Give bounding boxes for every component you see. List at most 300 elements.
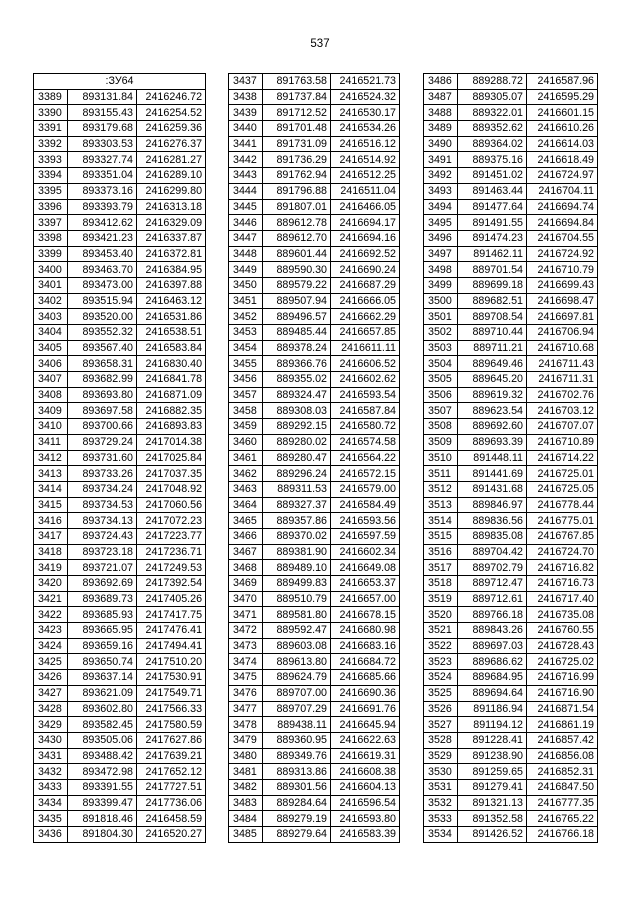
point-number: 3481: [229, 764, 263, 780]
x-coordinate: 889308.03: [263, 403, 331, 419]
y-coordinate: 2416725.02: [527, 654, 598, 670]
table-row: [229, 764, 400, 780]
table-row: [424, 560, 598, 576]
point-number: 3509: [424, 434, 458, 450]
table-row: [424, 764, 598, 780]
table-row: [34, 732, 206, 748]
point-number: 3492: [424, 168, 458, 184]
x-coordinate: 889288.72: [458, 74, 527, 90]
point-number: 3507: [424, 403, 458, 419]
table-row: [229, 685, 400, 701]
y-coordinate: 2416610.26: [527, 121, 598, 137]
x-coordinate: 889311.53: [263, 481, 331, 497]
point-number: 3521: [424, 623, 458, 639]
y-coordinate: 2416710.79: [527, 262, 598, 278]
point-number: 3498: [424, 262, 458, 278]
x-coordinate: 893724.43: [68, 528, 137, 544]
y-coordinate: 2416595.29: [527, 89, 598, 105]
y-coordinate: 2416767.85: [527, 528, 598, 544]
y-coordinate: 2416724.92: [527, 246, 598, 262]
table-row: [424, 434, 598, 450]
table-row: [34, 434, 206, 450]
point-number: 3494: [424, 199, 458, 215]
point-number: 3511: [424, 466, 458, 482]
y-coordinate: 2416466.05: [331, 199, 400, 215]
point-number: 3425: [34, 654, 68, 670]
y-coordinate: 2416694.17: [331, 215, 400, 231]
point-number: 3457: [229, 387, 263, 403]
point-number: 3518: [424, 576, 458, 592]
point-number: 3390: [34, 105, 68, 121]
x-coordinate: 889612.70: [263, 230, 331, 246]
x-coordinate: 891462.11: [458, 246, 527, 262]
x-coordinate: 889645.20: [458, 372, 527, 388]
x-coordinate: 893734.24: [68, 481, 137, 497]
y-coordinate: 2416704.55: [527, 230, 598, 246]
table-row: [424, 215, 598, 231]
point-number: 3415: [34, 497, 68, 513]
y-coordinate: 2416871.54: [527, 701, 598, 717]
y-coordinate: 2416706.94: [527, 325, 598, 341]
point-number: 3402: [34, 293, 68, 309]
x-coordinate: 889360.95: [263, 732, 331, 748]
y-coordinate: 2416601.15: [527, 105, 598, 121]
table-row: [229, 325, 400, 341]
y-coordinate: 2416716.82: [527, 560, 598, 576]
table-row: [229, 372, 400, 388]
point-number: 3458: [229, 403, 263, 419]
x-coordinate: 889684.95: [458, 670, 527, 686]
y-coordinate: 2416697.81: [527, 309, 598, 325]
table-row: [424, 748, 598, 764]
table-header-row: [34, 74, 206, 90]
y-coordinate: 2416724.97: [527, 168, 598, 184]
y-coordinate: 2416531.86: [137, 309, 206, 325]
x-coordinate: 889352.62: [458, 121, 527, 137]
x-coordinate: 889284.64: [263, 795, 331, 811]
x-coordinate: 889704.42: [458, 544, 527, 560]
table-row: [229, 121, 400, 137]
point-number: 3468: [229, 560, 263, 576]
y-coordinate: 2416760.55: [527, 623, 598, 639]
x-coordinate: 891763.58: [263, 74, 331, 90]
table-row: [34, 654, 206, 670]
table-row: [229, 419, 400, 435]
y-coordinate: 2416521.73: [331, 74, 400, 90]
y-coordinate: 2417652.12: [137, 764, 206, 780]
table-row: [424, 811, 598, 827]
point-number: 3484: [229, 811, 263, 827]
x-coordinate: 889697.03: [458, 638, 527, 654]
x-coordinate: 893685.93: [68, 607, 137, 623]
x-coordinate: 889624.79: [263, 670, 331, 686]
x-coordinate: 889603.08: [263, 638, 331, 654]
y-coordinate: 2416372.81: [137, 246, 206, 262]
y-coordinate: 2417060.56: [137, 497, 206, 513]
coordinates-table-left: [33, 73, 206, 843]
point-number: 3414: [34, 481, 68, 497]
y-coordinate: 2417223.77: [137, 528, 206, 544]
y-coordinate: 2416614.03: [527, 136, 598, 152]
point-number: 3508: [424, 419, 458, 435]
x-coordinate: 889305.07: [458, 89, 527, 105]
table-row: [424, 168, 598, 184]
y-coordinate: 2416574.58: [331, 434, 400, 450]
x-coordinate: 891818.46: [68, 811, 137, 827]
x-coordinate: 893733.26: [68, 466, 137, 482]
y-coordinate: 2416725.01: [527, 466, 598, 482]
point-number: 3392: [34, 136, 68, 152]
table-row: [424, 230, 598, 246]
x-coordinate: 891731.09: [263, 136, 331, 152]
x-coordinate: 893721.07: [68, 560, 137, 576]
table-row: [34, 230, 206, 246]
y-coordinate: 2416587.96: [527, 74, 598, 90]
y-coordinate: 2416775.01: [527, 513, 598, 529]
y-coordinate: 2417494.41: [137, 638, 206, 654]
table-row: [424, 419, 598, 435]
table-row: [34, 356, 206, 372]
x-coordinate: 889710.44: [458, 325, 527, 341]
x-coordinate: 889601.44: [263, 246, 331, 262]
point-number: 3431: [34, 748, 68, 764]
point-number: 3448: [229, 246, 263, 262]
table-row: [424, 277, 598, 293]
point-number: 3403: [34, 309, 68, 325]
x-coordinate: 889279.19: [263, 811, 331, 827]
x-coordinate: 893697.58: [68, 403, 137, 419]
table-row: [229, 105, 400, 121]
y-coordinate: 2416861.19: [527, 717, 598, 733]
point-number: 3411: [34, 434, 68, 450]
y-coordinate: 2416698.47: [527, 293, 598, 309]
table-row: [34, 403, 206, 419]
point-number: 3410: [34, 419, 68, 435]
point-number: 3476: [229, 685, 263, 701]
table-row: [34, 215, 206, 231]
table-row: [34, 670, 206, 686]
point-number: 3532: [424, 795, 458, 811]
y-coordinate: 2416520.27: [137, 827, 206, 843]
point-number: 3452: [229, 309, 263, 325]
x-coordinate: 889280.47: [263, 450, 331, 466]
table-row: [229, 654, 400, 670]
y-coordinate: 2416538.51: [137, 325, 206, 341]
y-coordinate: 2416583.39: [331, 827, 400, 843]
y-coordinate: 2416458.59: [137, 811, 206, 827]
x-coordinate: 893658.31: [68, 356, 137, 372]
table-row: [229, 544, 400, 560]
y-coordinate: 2416281.27: [137, 152, 206, 168]
y-coordinate: 2416702.76: [527, 387, 598, 403]
table-row: [229, 277, 400, 293]
x-coordinate: 891762.94: [263, 168, 331, 184]
x-coordinate: 893520.00: [68, 309, 137, 325]
table-row: [34, 121, 206, 137]
table-row: [229, 670, 400, 686]
table-row: [424, 340, 598, 356]
table-row: [424, 576, 598, 592]
y-coordinate: 2416847.50: [527, 779, 598, 795]
y-coordinate: 2416724.70: [527, 544, 598, 560]
table-row: [424, 795, 598, 811]
table-row: [229, 576, 400, 592]
table-row: [229, 466, 400, 482]
y-coordinate: 2416259.36: [137, 121, 206, 137]
y-coordinate: 2416694.16: [331, 230, 400, 246]
y-coordinate: 2417417.75: [137, 607, 206, 623]
x-coordinate: 889375.16: [458, 152, 527, 168]
x-coordinate: 889701.54: [458, 262, 527, 278]
y-coordinate: 2416657.85: [331, 325, 400, 341]
table-row: [424, 466, 598, 482]
table-row: [229, 74, 400, 90]
point-number: 3513: [424, 497, 458, 513]
table-row: [424, 387, 598, 403]
y-coordinate: 2416534.26: [331, 121, 400, 137]
y-coordinate: 2416657.00: [331, 591, 400, 607]
x-coordinate: 891737.84: [263, 89, 331, 105]
x-coordinate: 889366.76: [263, 356, 331, 372]
point-number: 3462: [229, 466, 263, 482]
point-number: 3530: [424, 764, 458, 780]
table-row: [229, 748, 400, 764]
x-coordinate: 889322.01: [458, 105, 527, 121]
point-number: 3393: [34, 152, 68, 168]
table-row: [34, 89, 206, 105]
table-row: [229, 215, 400, 231]
point-number: 3418: [34, 544, 68, 560]
table-row: [34, 136, 206, 152]
table-row: [229, 168, 400, 184]
point-number: 3449: [229, 262, 263, 278]
table-row: [229, 638, 400, 654]
x-coordinate: 889378.24: [263, 340, 331, 356]
table-row: [34, 199, 206, 215]
point-number: 3434: [34, 795, 68, 811]
y-coordinate: 2416666.05: [331, 293, 400, 309]
x-coordinate: 893582.45: [68, 717, 137, 733]
table-row: [424, 309, 598, 325]
table-row: [229, 623, 400, 639]
y-coordinate: 2417580.59: [137, 717, 206, 733]
table-row: [424, 121, 598, 137]
x-coordinate: 889357.86: [263, 513, 331, 529]
x-coordinate: 893637.14: [68, 670, 137, 686]
y-coordinate: 2416397.88: [137, 277, 206, 293]
table-row: [424, 246, 598, 262]
x-coordinate: 891491.55: [458, 215, 527, 231]
point-number: 3505: [424, 372, 458, 388]
point-number: 3454: [229, 340, 263, 356]
point-number: 3522: [424, 638, 458, 654]
point-number: 3420: [34, 576, 68, 592]
x-coordinate: 893391.55: [68, 779, 137, 795]
y-coordinate: 2416684.72: [331, 654, 400, 670]
x-coordinate: 891807.01: [263, 199, 331, 215]
table-row: [229, 89, 400, 105]
point-number: 3479: [229, 732, 263, 748]
point-number: 3456: [229, 372, 263, 388]
point-number: 3499: [424, 277, 458, 293]
y-coordinate: 2416606.52: [331, 356, 400, 372]
point-number: 3471: [229, 607, 263, 623]
y-coordinate: 2416313.18: [137, 199, 206, 215]
y-coordinate: 2416711.43: [527, 356, 598, 372]
point-number: 3398: [34, 230, 68, 246]
table-row: [34, 466, 206, 482]
point-number: 3405: [34, 340, 68, 356]
x-coordinate: 891477.64: [458, 199, 527, 215]
x-coordinate: 889292.15: [263, 419, 331, 435]
y-coordinate: 2416728.43: [527, 638, 598, 654]
x-coordinate: 889692.60: [458, 419, 527, 435]
table-row: [229, 513, 400, 529]
x-coordinate: 893463.70: [68, 262, 137, 278]
y-coordinate: 2416683.16: [331, 638, 400, 654]
x-coordinate: 893650.74: [68, 654, 137, 670]
y-coordinate: 2416694.84: [527, 215, 598, 231]
point-number: 3446: [229, 215, 263, 231]
y-coordinate: 2416579.00: [331, 481, 400, 497]
coordinates-table-middle: [228, 73, 400, 843]
x-coordinate: 893659.16: [68, 638, 137, 654]
point-number: 3490: [424, 136, 458, 152]
y-coordinate: 2416882.35: [137, 403, 206, 419]
y-coordinate: 2416622.63: [331, 732, 400, 748]
table-row: [424, 325, 598, 341]
table-row: [424, 481, 598, 497]
y-coordinate: 2416512.25: [331, 168, 400, 184]
x-coordinate: 893700.66: [68, 419, 137, 435]
parcel-label: :ЗУ64: [34, 74, 206, 90]
table-row: [229, 560, 400, 576]
table-row: [229, 309, 400, 325]
table-row: [34, 277, 206, 293]
x-coordinate: 893453.40: [68, 246, 137, 262]
table-row: [424, 732, 598, 748]
y-coordinate: 2416608.38: [331, 764, 400, 780]
table-row: [424, 717, 598, 733]
table-row: [34, 544, 206, 560]
y-coordinate: 2416463.12: [137, 293, 206, 309]
point-number: 3429: [34, 717, 68, 733]
x-coordinate: 891228.41: [458, 732, 527, 748]
x-coordinate: 891259.65: [458, 764, 527, 780]
y-coordinate: 2416602.62: [331, 372, 400, 388]
point-number: 3493: [424, 183, 458, 199]
x-coordinate: 889592.47: [263, 623, 331, 639]
y-coordinate: 2417736.06: [137, 795, 206, 811]
table-row: [34, 685, 206, 701]
table-row: [424, 827, 598, 843]
x-coordinate: 893665.95: [68, 623, 137, 639]
x-coordinate: 889711.21: [458, 340, 527, 356]
point-number: 3485: [229, 827, 263, 843]
x-coordinate: 893729.24: [68, 434, 137, 450]
x-coordinate: 893692.69: [68, 576, 137, 592]
y-coordinate: 2416329.09: [137, 215, 206, 231]
table-row: [229, 795, 400, 811]
point-number: 3426: [34, 670, 68, 686]
point-number: 3430: [34, 732, 68, 748]
table-row: [34, 246, 206, 262]
x-coordinate: 893689.73: [68, 591, 137, 607]
y-coordinate: 2416716.90: [527, 685, 598, 701]
point-number: 3489: [424, 121, 458, 137]
x-coordinate: 891474.23: [458, 230, 527, 246]
y-coordinate: 2416678.15: [331, 607, 400, 623]
point-number: 3459: [229, 419, 263, 435]
table-row: [424, 105, 598, 121]
point-number: 3528: [424, 732, 458, 748]
coordinates-table-right: [423, 73, 598, 843]
table-row: [34, 513, 206, 529]
table-row: [229, 387, 400, 403]
point-number: 3515: [424, 528, 458, 544]
point-number: 3497: [424, 246, 458, 262]
point-number: 3516: [424, 544, 458, 560]
y-coordinate: 2417025.84: [137, 450, 206, 466]
x-coordinate: 891352.58: [458, 811, 527, 827]
y-coordinate: 2416593.80: [331, 811, 400, 827]
point-number: 3423: [34, 623, 68, 639]
table-row: [34, 560, 206, 576]
point-number: 3510: [424, 450, 458, 466]
table-row: [229, 434, 400, 450]
y-coordinate: 2416337.87: [137, 230, 206, 246]
x-coordinate: 889381.90: [263, 544, 331, 560]
table-row: [424, 544, 598, 560]
y-coordinate: 2416680.98: [331, 623, 400, 639]
point-number: 3397: [34, 215, 68, 231]
y-coordinate: 2416857.42: [527, 732, 598, 748]
table-row: [424, 403, 598, 419]
point-number: 3475: [229, 670, 263, 686]
table-row: [34, 309, 206, 325]
point-number: 3524: [424, 670, 458, 686]
point-number: 3480: [229, 748, 263, 764]
table-row: [34, 748, 206, 764]
point-number: 3440: [229, 121, 263, 137]
point-number: 3534: [424, 827, 458, 843]
point-number: 3422: [34, 607, 68, 623]
point-number: 3486: [424, 74, 458, 90]
y-coordinate: 2416777.35: [527, 795, 598, 811]
y-coordinate: 2416735.08: [527, 607, 598, 623]
point-number: 3461: [229, 450, 263, 466]
x-coordinate: 891701.48: [263, 121, 331, 137]
x-coordinate: 893373.16: [68, 183, 137, 199]
y-coordinate: 2416645.94: [331, 717, 400, 733]
point-number: 3437: [229, 74, 263, 90]
x-coordinate: 889766.18: [458, 607, 527, 623]
y-coordinate: 2416690.36: [331, 685, 400, 701]
table-row: [424, 701, 598, 717]
point-number: 3467: [229, 544, 263, 560]
point-number: 3404: [34, 325, 68, 341]
point-number: 3396: [34, 199, 68, 215]
x-coordinate: 893682.99: [68, 372, 137, 388]
y-coordinate: 2416618.49: [527, 152, 598, 168]
x-coordinate: 889835.08: [458, 528, 527, 544]
y-coordinate: 2416611.11: [331, 340, 400, 356]
point-number: 3525: [424, 685, 458, 701]
table-row: [424, 670, 598, 686]
y-coordinate: 2416687.29: [331, 277, 400, 293]
point-number: 3413: [34, 466, 68, 482]
table-row: [229, 183, 400, 199]
